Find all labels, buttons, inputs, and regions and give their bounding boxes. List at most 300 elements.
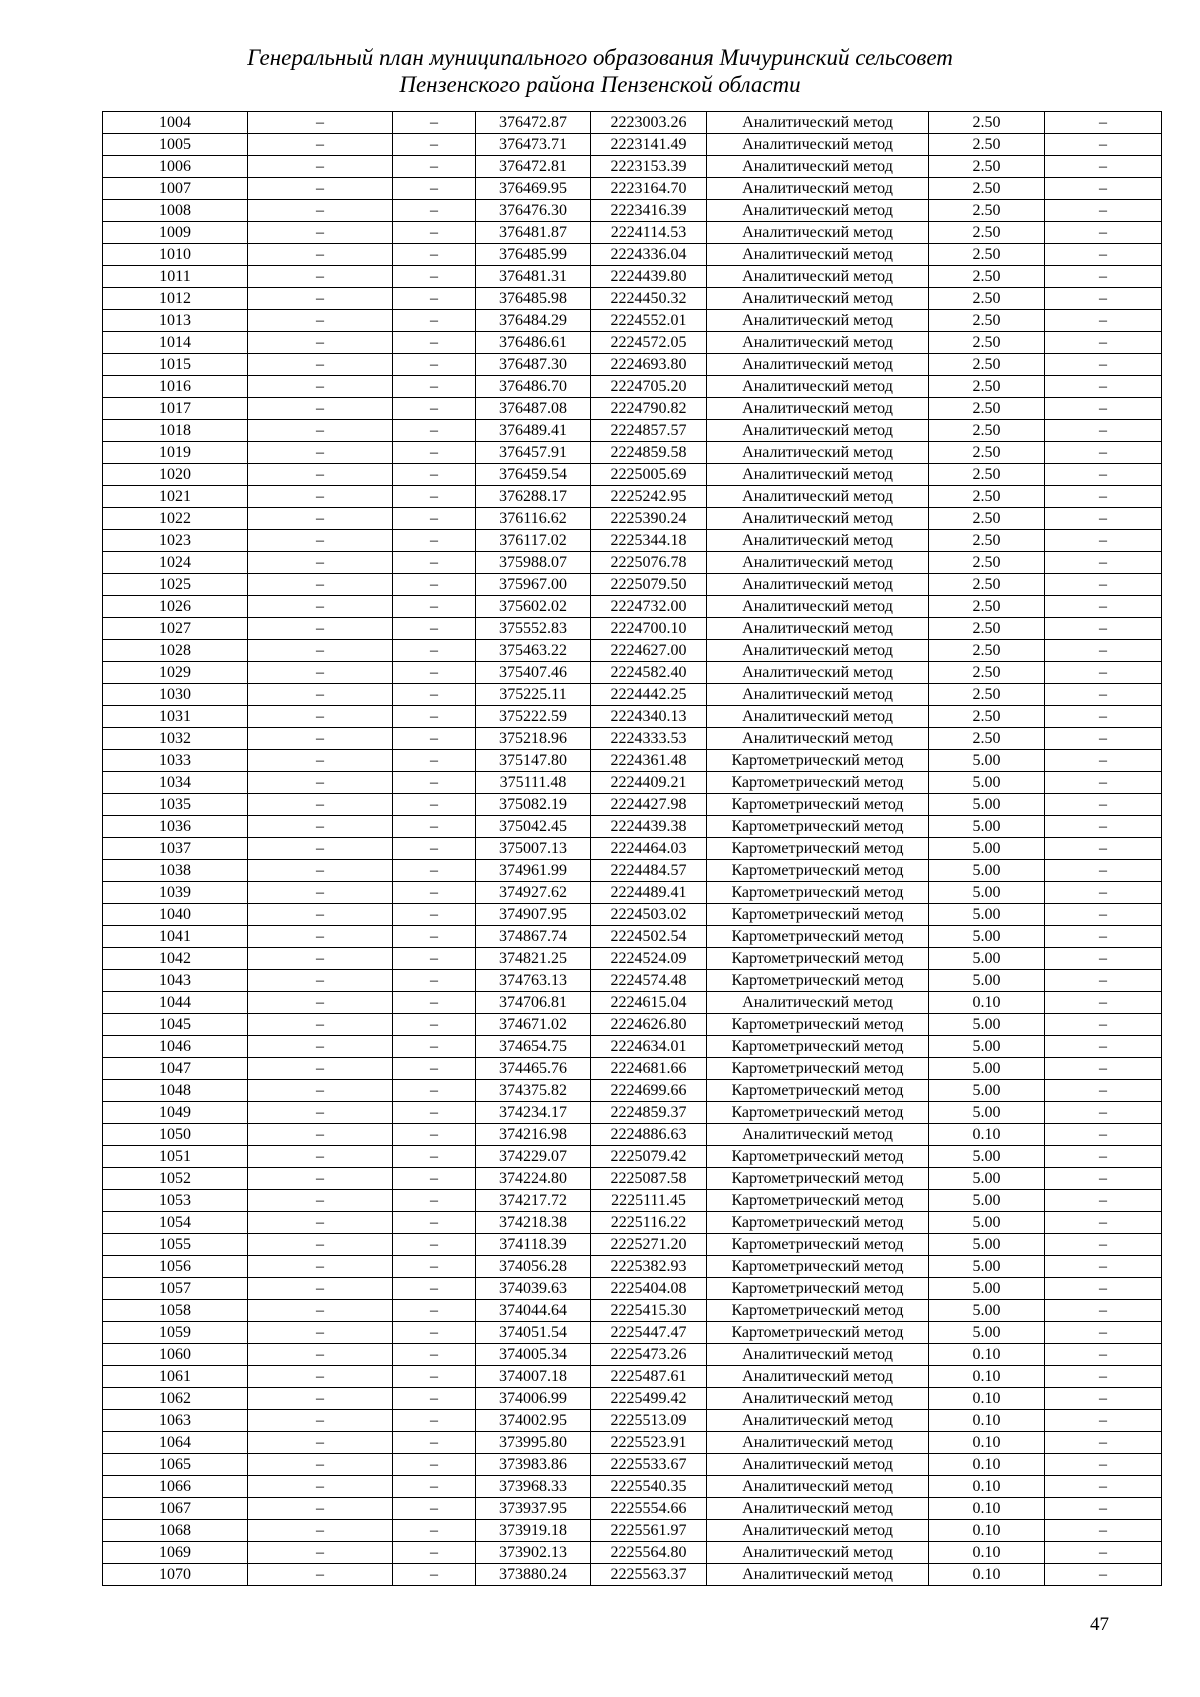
table-row	[103, 178, 1162, 200]
point-number: 1023	[103, 530, 248, 552]
precision: 2.50	[929, 222, 1045, 244]
coordinate-y: 2223416.39	[591, 200, 707, 222]
cell-col-8: –	[1045, 1058, 1162, 1080]
table-row	[103, 926, 1162, 948]
coordinates-table-body	[103, 112, 1162, 1586]
cell-col-8: –	[1045, 1322, 1162, 1344]
coordinate-x: 375552.83	[476, 618, 591, 640]
cell-col-3: –	[393, 1454, 476, 1476]
coordinate-x: 376485.99	[476, 244, 591, 266]
cell-col-8: –	[1045, 112, 1162, 134]
cell-col-3: –	[393, 706, 476, 728]
method: Картометрический метод	[707, 970, 929, 992]
coordinate-x: 376117.02	[476, 530, 591, 552]
cell-col-3: –	[393, 508, 476, 530]
precision: 2.50	[929, 486, 1045, 508]
cell-col-3: –	[393, 530, 476, 552]
cell-col-2: –	[248, 794, 393, 816]
precision: 2.50	[929, 398, 1045, 420]
coordinate-y: 2224699.66	[591, 1080, 707, 1102]
point-number: 1035	[103, 794, 248, 816]
coordinate-x: 375463.22	[476, 640, 591, 662]
table-row	[103, 530, 1162, 552]
coordinate-y: 2224886.63	[591, 1124, 707, 1146]
cell-col-3: –	[393, 310, 476, 332]
coordinate-x: 375967.00	[476, 574, 591, 596]
coordinate-y: 2225415.30	[591, 1300, 707, 1322]
table-row	[103, 244, 1162, 266]
table-row	[103, 1234, 1162, 1256]
cell-col-8: –	[1045, 640, 1162, 662]
page-header	[0, 44, 1200, 98]
method: Картометрический метод	[707, 1102, 929, 1124]
table-row	[103, 1058, 1162, 1080]
cell-col-3: –	[393, 596, 476, 618]
point-number: 1038	[103, 860, 248, 882]
method: Аналитический метод	[707, 1520, 929, 1542]
coordinate-x: 375602.02	[476, 596, 591, 618]
coordinate-y: 2225076.78	[591, 552, 707, 574]
cell-col-3: –	[393, 178, 476, 200]
cell-col-3: –	[393, 1014, 476, 1036]
coordinate-x: 374002.95	[476, 1410, 591, 1432]
point-number: 1065	[103, 1454, 248, 1476]
method: Аналитический метод	[707, 530, 929, 552]
coordinate-x: 376473.71	[476, 134, 591, 156]
method: Картометрический метод	[707, 750, 929, 772]
point-number: 1059	[103, 1322, 248, 1344]
point-number: 1025	[103, 574, 248, 596]
cell-col-3: –	[393, 662, 476, 684]
cell-col-3: –	[393, 156, 476, 178]
precision: 5.00	[929, 1256, 1045, 1278]
table-row	[103, 948, 1162, 970]
coordinate-y: 2225487.61	[591, 1366, 707, 1388]
coordinate-x: 373968.33	[476, 1476, 591, 1498]
table-row	[103, 1146, 1162, 1168]
cell-col-2: –	[248, 662, 393, 684]
cell-col-8: –	[1045, 574, 1162, 596]
cell-col-8: –	[1045, 618, 1162, 640]
method: Картометрический метод	[707, 904, 929, 926]
cell-col-3: –	[393, 574, 476, 596]
coordinate-x: 375988.07	[476, 552, 591, 574]
coordinate-y: 2225561.97	[591, 1520, 707, 1542]
cell-col-8: –	[1045, 1564, 1162, 1586]
method: Картометрический метод	[707, 1278, 929, 1300]
cell-col-8: –	[1045, 1234, 1162, 1256]
precision: 2.50	[929, 552, 1045, 574]
point-number: 1017	[103, 398, 248, 420]
cell-col-2: –	[248, 750, 393, 772]
coordinate-x: 376489.41	[476, 420, 591, 442]
cell-col-2: –	[248, 1058, 393, 1080]
precision: 5.00	[929, 1190, 1045, 1212]
method: Аналитический метод	[707, 574, 929, 596]
cell-col-3: –	[393, 1564, 476, 1586]
cell-col-8: –	[1045, 244, 1162, 266]
coordinate-y: 2225079.42	[591, 1146, 707, 1168]
method: Картометрический метод	[707, 1256, 929, 1278]
coordinate-x: 373937.95	[476, 1498, 591, 1520]
method: Аналитический метод	[707, 1542, 929, 1564]
method: Картометрический метод	[707, 816, 929, 838]
precision: 2.50	[929, 266, 1045, 288]
cell-col-8: –	[1045, 1168, 1162, 1190]
coordinate-x: 375218.96	[476, 728, 591, 750]
coordinate-y: 2224450.32	[591, 288, 707, 310]
cell-col-8: –	[1045, 1014, 1162, 1036]
precision: 2.50	[929, 288, 1045, 310]
coordinate-y: 2224615.04	[591, 992, 707, 1014]
cell-col-2: –	[248, 134, 393, 156]
precision: 5.00	[929, 750, 1045, 772]
cell-col-2: –	[248, 486, 393, 508]
cell-col-2: –	[248, 706, 393, 728]
point-number: 1032	[103, 728, 248, 750]
point-number: 1043	[103, 970, 248, 992]
cell-col-2: –	[248, 288, 393, 310]
coordinate-x: 373902.13	[476, 1542, 591, 1564]
precision: 2.50	[929, 662, 1045, 684]
coordinate-x: 376288.17	[476, 486, 591, 508]
coordinate-x: 375147.80	[476, 750, 591, 772]
coordinate-x: 376459.54	[476, 464, 591, 486]
method: Аналитический метод	[707, 398, 929, 420]
precision: 0.10	[929, 1520, 1045, 1542]
coordinate-x: 374821.25	[476, 948, 591, 970]
coordinate-y: 2225242.95	[591, 486, 707, 508]
cell-col-8: –	[1045, 398, 1162, 420]
cell-col-3: –	[393, 1234, 476, 1256]
coordinate-x: 376457.91	[476, 442, 591, 464]
cell-col-8: –	[1045, 1190, 1162, 1212]
cell-col-2: –	[248, 1234, 393, 1256]
precision: 2.50	[929, 310, 1045, 332]
cell-col-8: –	[1045, 266, 1162, 288]
coordinate-y: 2224464.03	[591, 838, 707, 860]
cell-col-3: –	[393, 1168, 476, 1190]
cell-col-8: –	[1045, 1388, 1162, 1410]
cell-col-8: –	[1045, 1498, 1162, 1520]
coordinate-y: 2225563.37	[591, 1564, 707, 1586]
cell-col-3: –	[393, 618, 476, 640]
cell-col-3: –	[393, 1432, 476, 1454]
precision: 2.50	[929, 332, 1045, 354]
coordinate-x: 376487.08	[476, 398, 591, 420]
cell-col-3: –	[393, 420, 476, 442]
point-number: 1040	[103, 904, 248, 926]
cell-col-2: –	[248, 882, 393, 904]
method: Аналитический метод	[707, 266, 929, 288]
cell-col-8: –	[1045, 530, 1162, 552]
coordinate-x: 375082.19	[476, 794, 591, 816]
cell-col-3: –	[393, 486, 476, 508]
method: Картометрический метод	[707, 860, 929, 882]
coordinate-y: 2224732.00	[591, 596, 707, 618]
point-number: 1016	[103, 376, 248, 398]
coordinate-y: 2225271.20	[591, 1234, 707, 1256]
precision: 5.00	[929, 1146, 1045, 1168]
point-number: 1041	[103, 926, 248, 948]
coordinate-y: 2223153.39	[591, 156, 707, 178]
point-number: 1008	[103, 200, 248, 222]
cell-col-3: –	[393, 1388, 476, 1410]
table-row	[103, 1476, 1162, 1498]
coordinate-y: 2225116.22	[591, 1212, 707, 1234]
method: Аналитический метод	[707, 134, 929, 156]
point-number: 1044	[103, 992, 248, 1014]
cell-col-2: –	[248, 420, 393, 442]
method: Аналитический метод	[707, 1564, 929, 1586]
cell-col-3: –	[393, 1300, 476, 1322]
header-title-line-2: Пензенского района Пензенской области	[399, 72, 801, 97]
precision: 5.00	[929, 1080, 1045, 1102]
coordinate-y: 2224439.38	[591, 816, 707, 838]
coordinate-x: 376476.30	[476, 200, 591, 222]
coordinate-y: 2224333.53	[591, 728, 707, 750]
point-number: 1012	[103, 288, 248, 310]
coordinate-y: 2225390.24	[591, 508, 707, 530]
coordinate-x: 374218.38	[476, 1212, 591, 1234]
coordinate-y: 2224502.54	[591, 926, 707, 948]
point-number: 1045	[103, 1014, 248, 1036]
precision: 5.00	[929, 1212, 1045, 1234]
table-row	[103, 882, 1162, 904]
method: Аналитический метод	[707, 332, 929, 354]
precision: 0.10	[929, 1454, 1045, 1476]
point-number: 1006	[103, 156, 248, 178]
method: Картометрический метод	[707, 1190, 929, 1212]
coordinate-y: 2224114.53	[591, 222, 707, 244]
cell-col-3: –	[393, 1520, 476, 1542]
cell-col-3: –	[393, 332, 476, 354]
table-row	[103, 574, 1162, 596]
coordinate-y: 2224582.40	[591, 662, 707, 684]
coordinate-y: 2224681.66	[591, 1058, 707, 1080]
coordinate-x: 374961.99	[476, 860, 591, 882]
point-number: 1018	[103, 420, 248, 442]
coordinate-x: 373880.24	[476, 1564, 591, 1586]
cell-col-2: –	[248, 1212, 393, 1234]
coordinate-x: 374217.72	[476, 1190, 591, 1212]
cell-col-3: –	[393, 244, 476, 266]
method: Аналитический метод	[707, 1432, 929, 1454]
table-row	[103, 684, 1162, 706]
point-number: 1030	[103, 684, 248, 706]
coordinate-y: 2224693.80	[591, 354, 707, 376]
cell-col-8: –	[1045, 200, 1162, 222]
cell-col-8: –	[1045, 1212, 1162, 1234]
coordinate-x: 374056.28	[476, 1256, 591, 1278]
point-number: 1020	[103, 464, 248, 486]
cell-col-3: –	[393, 134, 476, 156]
coordinate-y: 2224409.21	[591, 772, 707, 794]
point-number: 1004	[103, 112, 248, 134]
point-number: 1068	[103, 1520, 248, 1542]
point-number: 1036	[103, 816, 248, 838]
cell-col-2: –	[248, 442, 393, 464]
table-row	[103, 992, 1162, 1014]
cell-col-8: –	[1045, 288, 1162, 310]
precision: 5.00	[929, 1036, 1045, 1058]
cell-col-3: –	[393, 200, 476, 222]
coordinate-y: 2225382.93	[591, 1256, 707, 1278]
precision: 0.10	[929, 992, 1045, 1014]
coordinate-y: 2224626.80	[591, 1014, 707, 1036]
coordinate-y: 2224857.57	[591, 420, 707, 442]
table-row	[103, 1278, 1162, 1300]
cell-col-2: –	[248, 1080, 393, 1102]
table-row	[103, 1542, 1162, 1564]
table-row	[103, 662, 1162, 684]
coordinate-y: 2224442.25	[591, 684, 707, 706]
method: Аналитический метод	[707, 222, 929, 244]
cell-col-8: –	[1045, 816, 1162, 838]
coordinate-x: 376486.70	[476, 376, 591, 398]
coordinate-x: 374234.17	[476, 1102, 591, 1124]
coordinate-y: 2223164.70	[591, 178, 707, 200]
coordinate-y: 2224790.82	[591, 398, 707, 420]
cell-col-3: –	[393, 904, 476, 926]
point-number: 1051	[103, 1146, 248, 1168]
cell-col-8: –	[1045, 662, 1162, 684]
method: Картометрический метод	[707, 1146, 929, 1168]
table-row	[103, 266, 1162, 288]
cell-col-8: –	[1045, 992, 1162, 1014]
cell-col-8: –	[1045, 1278, 1162, 1300]
cell-col-8: –	[1045, 596, 1162, 618]
point-number: 1062	[103, 1388, 248, 1410]
precision: 5.00	[929, 882, 1045, 904]
point-number: 1049	[103, 1102, 248, 1124]
precision: 5.00	[929, 794, 1045, 816]
point-number: 1022	[103, 508, 248, 530]
precision: 5.00	[929, 1278, 1045, 1300]
point-number: 1034	[103, 772, 248, 794]
cell-col-3: –	[393, 1212, 476, 1234]
precision: 0.10	[929, 1388, 1045, 1410]
table-row	[103, 816, 1162, 838]
point-number: 1046	[103, 1036, 248, 1058]
cell-col-3: –	[393, 838, 476, 860]
cell-col-8: –	[1045, 1432, 1162, 1454]
method: Картометрический метод	[707, 1212, 929, 1234]
point-number: 1014	[103, 332, 248, 354]
method: Аналитический метод	[707, 156, 929, 178]
method: Аналитический метод	[707, 1388, 929, 1410]
coordinate-y: 2225111.45	[591, 1190, 707, 1212]
cell-col-2: –	[248, 156, 393, 178]
coordinate-x: 376487.30	[476, 354, 591, 376]
cell-col-3: –	[393, 750, 476, 772]
table-row	[103, 552, 1162, 574]
coordinate-y: 2224859.58	[591, 442, 707, 464]
point-number: 1055	[103, 1234, 248, 1256]
cell-col-2: –	[248, 1498, 393, 1520]
precision: 2.50	[929, 112, 1045, 134]
coordinate-y: 2225473.26	[591, 1344, 707, 1366]
coordinate-y: 2225404.08	[591, 1278, 707, 1300]
cell-col-2: –	[248, 376, 393, 398]
precision: 0.10	[929, 1124, 1045, 1146]
cell-col-3: –	[393, 816, 476, 838]
coordinate-x: 374006.99	[476, 1388, 591, 1410]
cell-col-3: –	[393, 1146, 476, 1168]
table-row	[103, 860, 1162, 882]
cell-col-2: –	[248, 1168, 393, 1190]
table-row	[103, 728, 1162, 750]
cell-col-3: –	[393, 552, 476, 574]
cell-col-2: –	[248, 1300, 393, 1322]
coordinate-y: 2223141.49	[591, 134, 707, 156]
cell-col-3: –	[393, 1344, 476, 1366]
cell-col-2: –	[248, 332, 393, 354]
method: Аналитический метод	[707, 178, 929, 200]
method: Аналитический метод	[707, 662, 929, 684]
method: Картометрический метод	[707, 882, 929, 904]
precision: 2.50	[929, 134, 1045, 156]
cell-col-2: –	[248, 1014, 393, 1036]
precision: 5.00	[929, 1322, 1045, 1344]
cell-col-2: –	[248, 530, 393, 552]
precision: 5.00	[929, 948, 1045, 970]
precision: 5.00	[929, 1058, 1045, 1080]
coordinate-y: 2224484.57	[591, 860, 707, 882]
point-number: 1050	[103, 1124, 248, 1146]
table-row	[103, 1322, 1162, 1344]
cell-col-3: –	[393, 684, 476, 706]
method: Аналитический метод	[707, 1454, 929, 1476]
coordinate-y: 2225005.69	[591, 464, 707, 486]
point-number: 1011	[103, 266, 248, 288]
cell-col-2: –	[248, 1476, 393, 1498]
cell-col-3: –	[393, 1036, 476, 1058]
precision: 2.50	[929, 640, 1045, 662]
coordinate-y: 2225523.91	[591, 1432, 707, 1454]
cell-col-2: –	[248, 1344, 393, 1366]
table-row	[103, 794, 1162, 816]
method: Аналитический метод	[707, 1344, 929, 1366]
cell-col-8: –	[1045, 794, 1162, 816]
table-row	[103, 134, 1162, 156]
table-row	[103, 706, 1162, 728]
method: Аналитический метод	[707, 112, 929, 134]
table-row	[103, 1124, 1162, 1146]
cell-col-8: –	[1045, 1366, 1162, 1388]
point-number: 1053	[103, 1190, 248, 1212]
precision: 0.10	[929, 1366, 1045, 1388]
coordinate-y: 2224552.01	[591, 310, 707, 332]
precision: 5.00	[929, 816, 1045, 838]
point-number: 1005	[103, 134, 248, 156]
cell-col-8: –	[1045, 1036, 1162, 1058]
table-row	[103, 1014, 1162, 1036]
precision: 2.50	[929, 530, 1045, 552]
method: Картометрический метод	[707, 926, 929, 948]
table-row	[103, 310, 1162, 332]
method: Картометрический метод	[707, 1300, 929, 1322]
precision: 0.10	[929, 1498, 1045, 1520]
table-row	[103, 1190, 1162, 1212]
cell-col-3: –	[393, 1278, 476, 1300]
method: Аналитический метод	[707, 376, 929, 398]
method: Аналитический метод	[707, 992, 929, 1014]
coordinate-x: 374005.34	[476, 1344, 591, 1366]
method: Аналитический метод	[707, 508, 929, 530]
coordinate-x: 374927.62	[476, 882, 591, 904]
coordinate-y: 2224336.04	[591, 244, 707, 266]
